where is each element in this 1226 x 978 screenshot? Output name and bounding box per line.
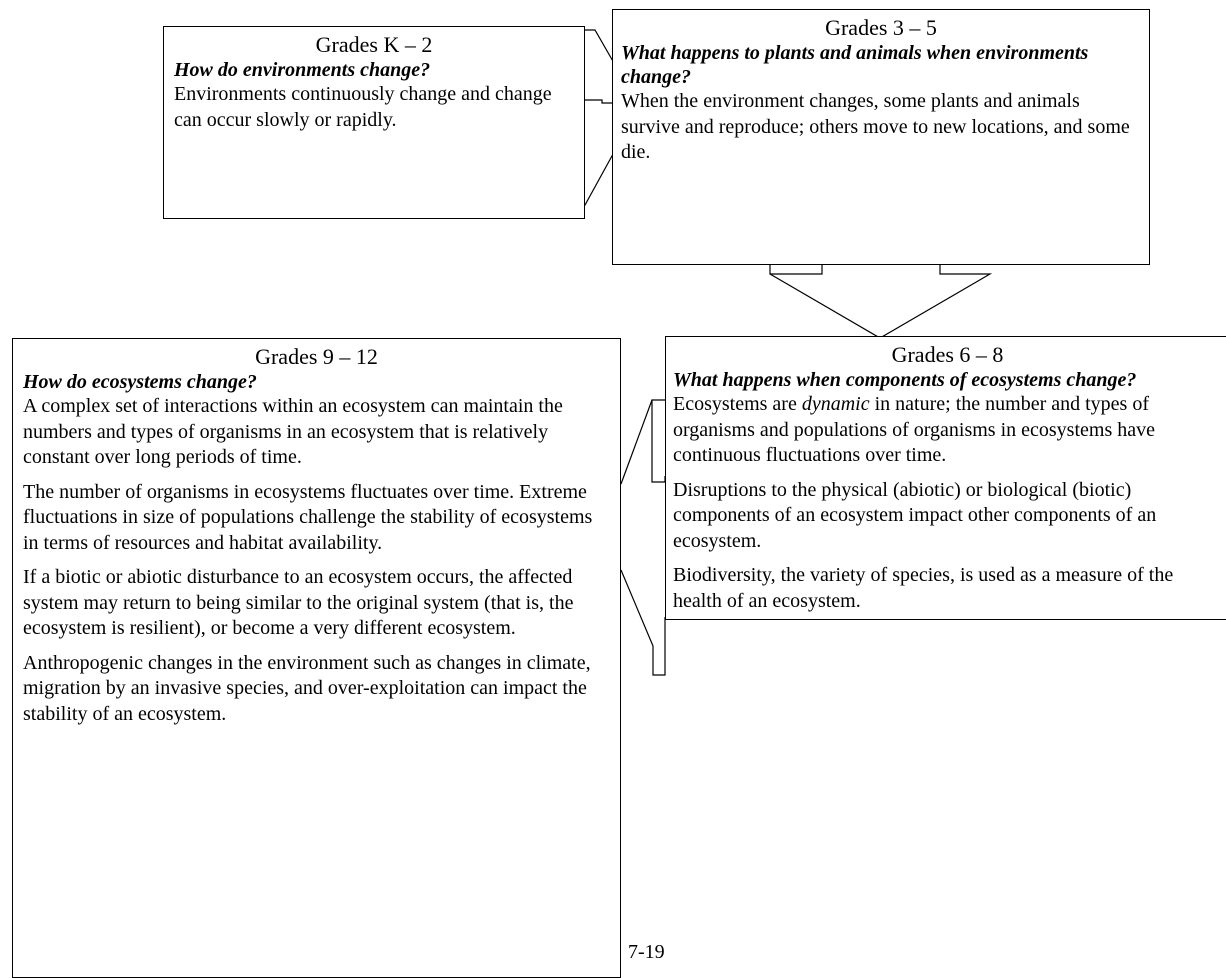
box-body xyxy=(673,392,1222,614)
box-title: Grades 6 – 8 xyxy=(891,342,1004,367)
paragraph-text: in nature; the number and types of organisms and populations of organisms in ecosystems have continuous fluctuations over time. xyxy=(673,393,1155,466)
emphasis-text: dynamic xyxy=(801,393,870,415)
grades-3-5-box xyxy=(612,9,1150,265)
box-body xyxy=(174,82,574,133)
paragraph-text: When the environment changes, some plants and animals survive and reproduce; others move to new locations, and some die. xyxy=(621,90,1130,163)
arrow-6-8-to-9-12-lower xyxy=(621,570,665,675)
box-title: Grades K – 2 xyxy=(315,32,433,57)
box-question: What happens when components of ecosystems change? xyxy=(673,369,1137,391)
arrow-3-5-to-6-8 xyxy=(770,265,822,274)
box-paragraph xyxy=(174,82,574,133)
arrow-6-8-to-9-12-upper xyxy=(621,400,652,484)
paragraph-text: Anthropogenic changes in the environment such as changes in climate, migration by an invasive species, and over-exploitation can impact the stability of an ecosystem. xyxy=(23,651,591,725)
paragraph-text: A complex set of interactions within an ecosystem can maintain the numbers and types of organisms in an ecosystem that is relatively constant over long periods of time. xyxy=(23,395,563,468)
grades-k-2-box xyxy=(163,26,585,219)
paragraph-text: If a biotic or abiotic disturbance to an ecosystem occurs, the affected system may return to being similar to the original system (that is, the ecosystem is resilient), or become a very different ecosystem. xyxy=(23,566,574,639)
page-number: 7-19 xyxy=(628,941,665,963)
grades-9-12-box xyxy=(12,338,621,978)
box-body xyxy=(621,89,1141,166)
box-question: How do environments change? xyxy=(174,59,431,81)
box-paragraph xyxy=(23,565,610,642)
box-paragraph xyxy=(673,563,1222,614)
box-paragraph xyxy=(673,392,1222,469)
paragraph-text: The number of organisms in ecosystems fluctuates over time. Extreme fluctuations in size of populations challenge the stability of ecosystems in terms of resources and habitat availability. xyxy=(23,480,593,554)
box-paragraph xyxy=(23,651,610,728)
grades-6-8-box xyxy=(665,336,1226,620)
box-body xyxy=(23,394,610,727)
paragraph-text: Biodiversity, the variety of species, is used as a measure of the health of an ecosystem. xyxy=(673,564,1174,612)
paragraph-text: Disruptions to the physical (abiotic) or biological (biotic) components of an ecosystem impact other components of an ecosystem. xyxy=(673,478,1157,552)
box-paragraph xyxy=(621,89,1141,166)
paragraph-text: Environments continuously change and change can occur slowly or rapidly. xyxy=(174,83,552,131)
paragraph-text: Ecosystems are xyxy=(673,393,802,415)
box-title: Grades 3 – 5 xyxy=(825,15,937,40)
box-paragraph xyxy=(23,480,610,557)
box-question: How do ecosystems change? xyxy=(23,371,257,393)
arrow-6-8-to-9-12 xyxy=(652,400,665,482)
arrow-3-5-to-6-8-right xyxy=(770,265,990,338)
box-paragraph xyxy=(23,394,610,471)
box-paragraph xyxy=(673,478,1222,555)
box-question: What happens to plants and animals when environments change? xyxy=(621,42,1089,88)
box-title: Grades 9 – 12 xyxy=(255,344,378,369)
